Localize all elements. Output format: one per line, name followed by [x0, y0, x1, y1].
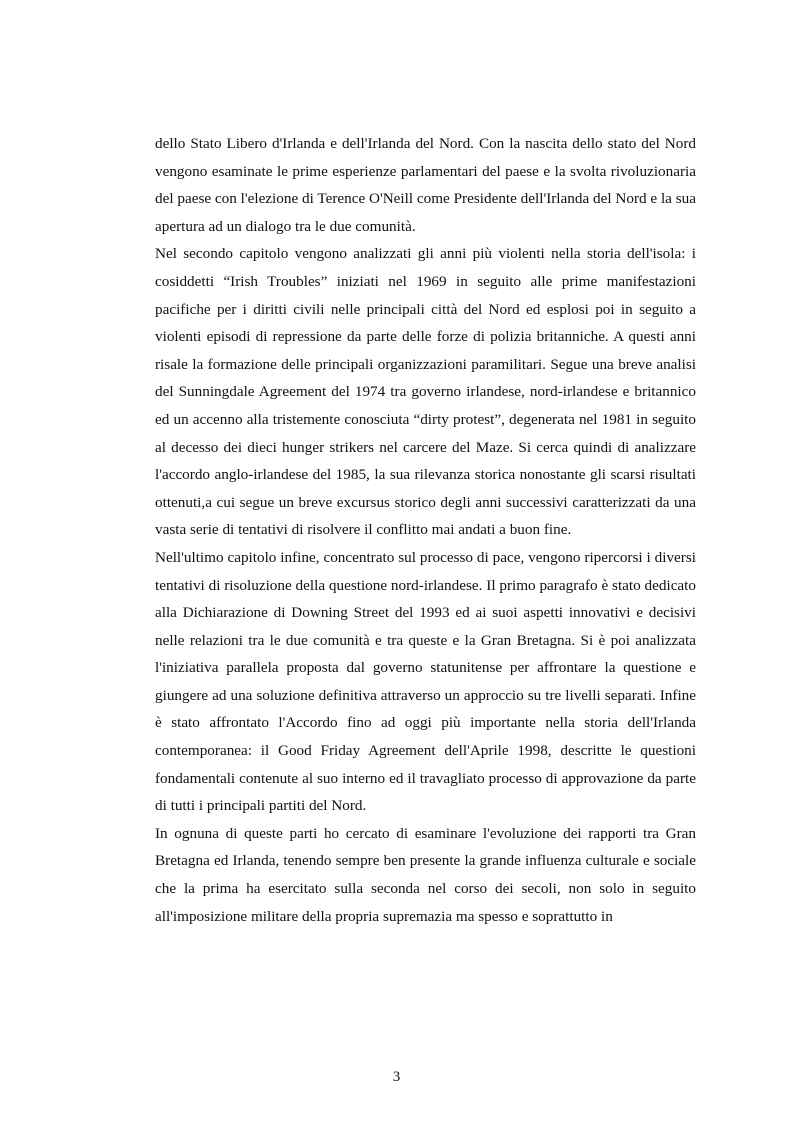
body-text — [155, 130, 696, 930]
paragraph-1: dello Stato Libero d'Irlanda e dell'Irlanda del Nord. Con la nascita dello stato del Nord vengono esaminate le prime esperienze parlamentari del paese e la svolta rivoluzionaria del paese con l'elezione di Terence O'Neill come Presidente dell'Irlanda del Nord e la sua apertura ad un dialogo tra le due comunità. — [155, 135, 696, 235]
paragraph-2: Nel secondo capitolo vengono analizzati gli anni più violenti nella storia dell'isola: i cosiddetti “Irish Troubles” iniziati nel 1969 in seguito alle prime manifestazioni pacifiche per i diritti civili nelle principali città del Nord ed esplosi poi in seguito a violenti episodi di repressione da parte delle forze di polizia britanniche. A questi anni risale la formazione delle principali organizzazioni paramilitari. Segue una breve analisi del Sunningdale Agreement del 1974 tra governo irlandese, nord-irlandese e britannico ed un accenno alla tristemente conosciuta “dirty protest”, degenerata nel 1981 in seguito al decesso dei dieci hunger strikers nel carcere del Maze. Si cerca quindi di analizzare l'accordo anglo-irlandese del 1985, la sua rilevanza storica nonostante gli scarsi risultati ottenuti,a cui segue un breve excursus storico degli anni successivi caratterizzati da una vasta serie di tentativi di risolvere il conflitto mai andati a buon fine. — [155, 245, 696, 539]
page-number: 3 — [392, 1069, 401, 1085]
paragraph-3: Nell'ultimo capitolo infine, concentrato sul processo di pace, vengono ripercorsi i diversi tentativi di risoluzione della questione nord-irlandese. Il primo paragrafo è stato dedicato alla Dichiarazione di Downing Street del 1993 ed ai suoi aspetti innovativi e decisivi nelle relazioni tra le due comunità e tra queste e la Gran Bretagna. Si è poi analizzata l'iniziativa parallela proposta dal governo statunitense per affrontare la questione e giungere ad una soluzione definitiva attraverso un approccio su tre livelli separati. Infine è stato affrontato l'Accordo fino ad oggi più importante nella storia dell'Irlanda contemporanea: il Good Friday Agreement dell'Aprile 1998, descritte le questioni fondamentali contenute al suo interno ed il travagliato processo di approvazione da parte di tutti i principali partiti del Nord. — [155, 548, 696, 815]
paragraph-4: In ognuna di queste parti ho cercato di esaminare l'evoluzione dei rapporti tra Gran Bretagna ed Irlanda, tenendo sempre ben presente la grande influenza culturale e sociale che la prima ha esercitato sulla seconda nel corso dei secoli, non solo in seguito all'imposizione militare della propria supremazia ma spesso e soprattutto in — [155, 824, 696, 925]
